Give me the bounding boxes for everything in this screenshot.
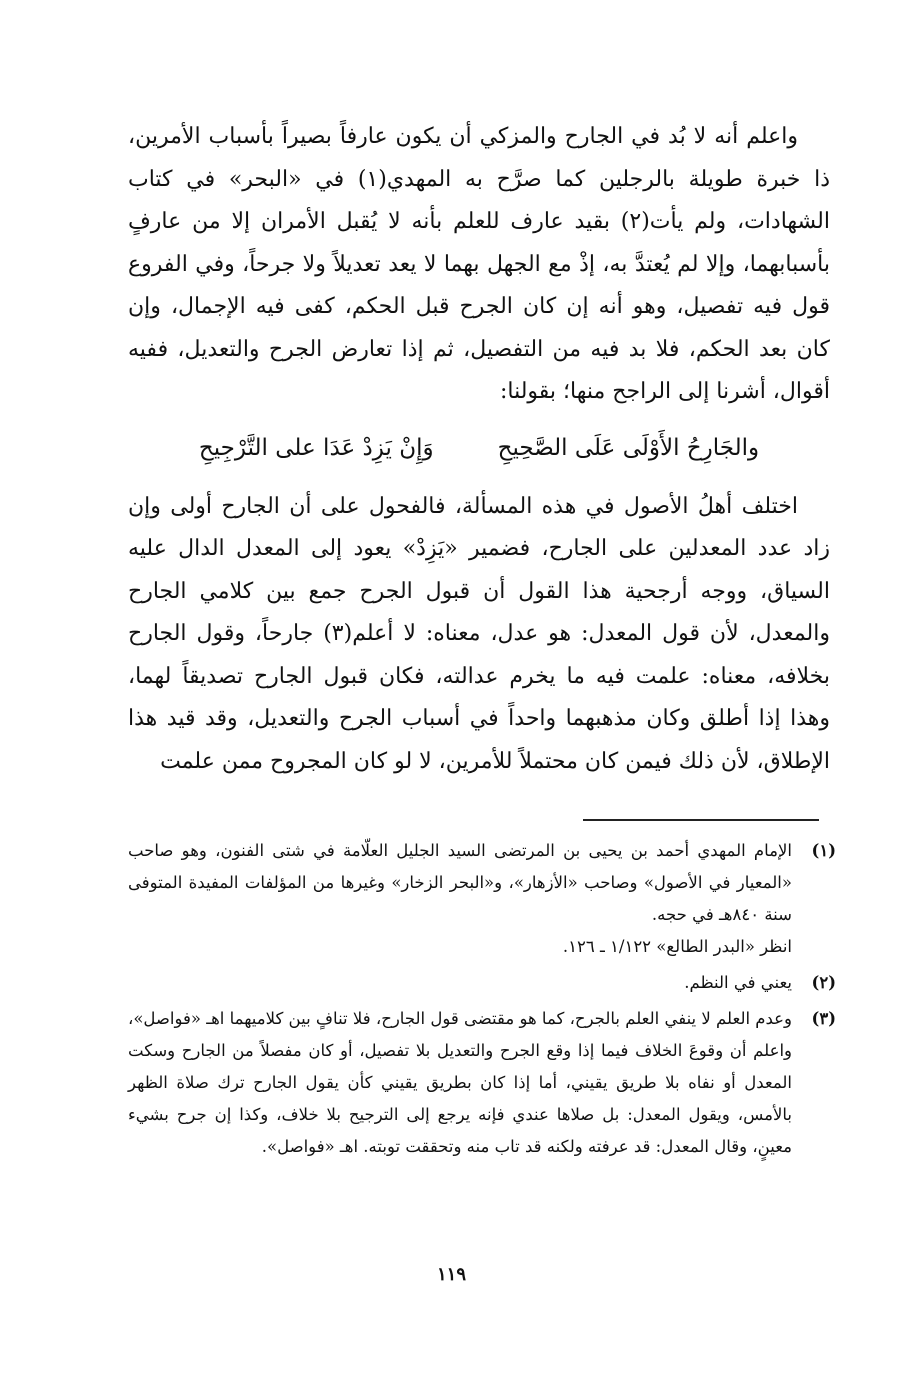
paragraph: اختلف أهلُ الأصول في هذه المسألة، فالفحول على أن الجارح أولى وإن زاد عدد المعدلين على الجارح، فضمير «يَزِدْ» يعود إلى المعدل الدال عليه السياق، ووجه أرجحية هذا القول أن قبول الجرح جمع بين كلامي الجارح والمعدل، لأن قول المعدل: هو عدل، معناه: لا أعلم(٣) جارحاً، وقول الجارح بخلافه، معناه: علمت فيه ما يخرم عدالته، فكان قبول الجارح تصديقاً لهما، وهذا إذا أطلق وكان مذهبهما واحداً في أسباب الجرح والتعديل، وقد قيد هذا الإطلاق، لأن ذلك فيمن كان محتملاً للأمرين، لا لو كان المجروح ممن علمت <box>128 493 830 774</box>
footnote-separator <box>583 819 819 821</box>
footnote-text <box>128 967 792 999</box>
footnote-number: (٣) <box>811 1009 836 1028</box>
footnote-number: (٢) <box>811 973 836 992</box>
footnotes <box>128 835 836 1163</box>
footnote-text <box>128 1003 792 1163</box>
verse-second-hemistich: وَإِنْ يَزِدْ عَدَا على التَّرْجِيحِ <box>198 434 434 461</box>
footnote <box>128 835 836 963</box>
footnote-line: يعني في النظم. <box>684 973 792 992</box>
footnote <box>128 1003 836 1163</box>
page-number: ١١٩ <box>436 1264 466 1285</box>
main-text <box>128 116 830 783</box>
footnote-line: انظر «البدر الطالع» ١/١٢٢ ـ ١٢٦. <box>562 937 792 956</box>
footnote-number: (١) <box>811 841 836 860</box>
verse-first-hemistich: والجَارِحُ الأَوْلَى عَلَى الصَّحِيحِ <box>497 434 760 461</box>
footnote-text <box>128 835 792 963</box>
footnote-line: الإمام المهدي أحمد بن يحيى بن المرتضى السيد الجليل العلّامة في شتى الفنون، وهو صاحب «المعيار في الأصول» وصاحب «الأزهار»، و«البحر الزخار» وغيرها من المؤلفات المفيدة المتوفى سنة ٨٤٠هـ في حجه. <box>128 841 792 924</box>
verse-line <box>128 426 830 470</box>
footnote-line: وعدم العلم لا ينفي العلم بالجرح، كما هو مقتضى قول الجارح، فلا تنافٍ بين كلاميهما اهـ «فواصل»، واعلم أن وقوعَ الخلاف فيما إذا وقع الجرح والتعديل بلا تفصيل، أو كان مفصلاً من الجارح وسكت المعدل أو نفاه بلا طريق يقيني، أما إذا كان بطريق يقيني كأن يقول الجارح ترك صلاة الظهر بالأمس، ويقول المعدل: بل صلاها عندي فإنه يرجع إلى الترجيح بلا خلاف، وكذا إن جرح بشيء معينٍ، وقال المعدل: قد عرفته ولكنه قد تاب منه وتحققت توبته. اهـ «فواصل». <box>128 1009 792 1156</box>
paragraph: واعلم أنه لا بُد في الجارح والمزكي أن يكون عارفاً بصيراً بأسباب الأمرين، ذا خبرة طويلة بالرجلين كما صرَّح به المهدي(١) في «البحر» في كتاب الشهادات، ولم يأت(٢) بقيد عارف للعلم بأنه لا يُقبل الأمران إلا من عارفٍ بأسبابهما، وإلا لم يُعتدَّ به، إذْ مع الجهل بهما لا يعد تعديلاً ولا جرحاً، وفي الفروع قول فيه تفصيل، وهو أنه إن كان الجرح قبل الحكم، كفى فيه الإجمال، وإن كان بعد الحكم، فلا بد فيه من التفصيل، ثم إذا تعارض الجرح والتعديل، ففيه أقوال، أشرنا إلى الراجح منها؛ بقولنا: <box>128 124 830 404</box>
footnote <box>128 967 836 999</box>
